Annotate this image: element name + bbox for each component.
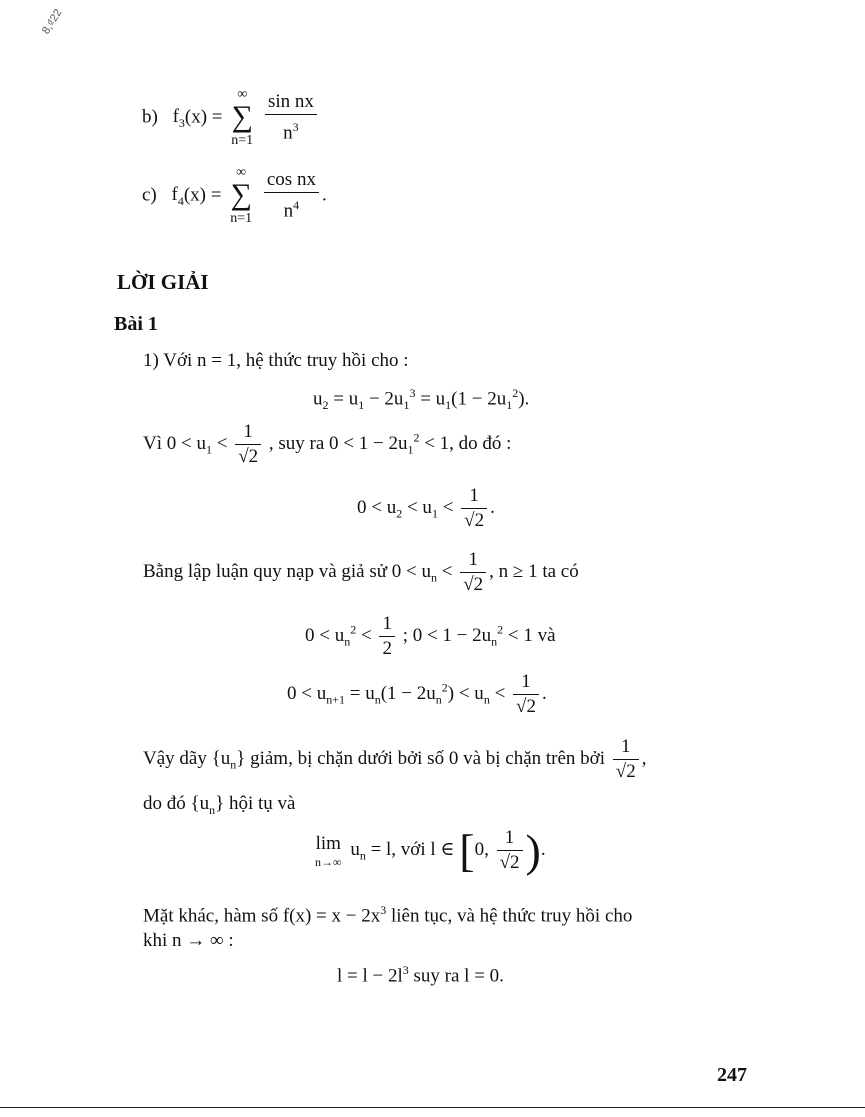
fraction: $\frac{1}{√2}$ (235, 420, 261, 469)
text-line-induction: Bằng lập luận quy nạp và giả sử $0 < u_n$ < $\frac{1}{√2}$ , n ≥ 1 ta có (143, 549, 579, 595)
problem-heading: Bài 1 (114, 313, 158, 335)
text-line-dodo: do đó $\{u_n\}$ hội tụ và (143, 793, 296, 817)
limit-operator: lim n→∞ (315, 832, 342, 869)
scan-corner-mark: 8,₫22 (40, 7, 65, 37)
summation-symbol: ∞ ∑ n=1 (230, 165, 253, 226)
item-label: b) (142, 106, 158, 128)
fraction: $\frac{1}{√2}$ (513, 670, 539, 719)
fraction: $\frac{1}{√2}$ (497, 826, 523, 875)
equation-2: $0 < u_2 < u_1$ < $\frac{1}{√2}$ . (357, 485, 495, 531)
fraction: $\frac{\text{cos nx}}{n^4}$ (264, 168, 319, 223)
text-line-khi: khi n → ∞ : (143, 930, 234, 951)
summation-symbol: ∞ ∑ n=1 (231, 87, 254, 148)
fraction: $\frac{1}{√2}$ (613, 735, 639, 784)
equation-3: $0 < u_n^2$ < $\frac{1}{2}$ ; $0 < 1 - 2u_n^2 < 1$ và (305, 613, 556, 659)
bottom-rule (0, 1107, 865, 1108)
page-number: 247 (717, 1064, 747, 1086)
exercise-item-b: b) $f_3(x)$ = ∞ ∑ n=1 $\frac{\text{sin nx}}{n^3}$ (142, 88, 320, 148)
section-heading: LỜI GIẢI (117, 270, 209, 294)
equation-1: $u_2 = u_1 - 2u_1^3 = u_1(1 - 2u_1^2)$. (313, 386, 530, 413)
equation-5-limit: lim n→∞ $u_n = l$, với l ∈ [0, $\frac{1}{√2}$ ). (315, 824, 546, 876)
text-line-vi: Vì $0 < u_1$ < $\frac{1}{√2}$ , suy ra $0 < 1 - 2u_1^2 < 1$, do đó : (143, 421, 512, 467)
item-label: c) (142, 184, 157, 206)
equation-6: $l = l - 2l^3$ suy ra l = 0. (337, 963, 504, 987)
exercise-item-c: c) $f_4(x)$ = ∞ ∑ n=1 $\frac{\text{cos nx}}{n^4}$ . (142, 165, 327, 226)
fraction: $\frac{1}{√2}$ (460, 548, 486, 597)
text-line-mat-khac: Mặt khác, hàm số $f(x) = x - 2x^3$ liên tục, và hệ thức truy hồi cho (143, 903, 633, 927)
text-line-vay: Vậy dãy $\{u_n\}$ giảm, bị chặn dưới bởi số 0 và bị chặn trên bởi $\frac{1}{√2}$ , (143, 736, 647, 782)
fraction: $\frac{1}{√2}$ (461, 484, 487, 533)
text-line: 1) Với n = 1, hệ thức truy hồi cho : (143, 350, 409, 371)
fraction: $\frac{1}{2}$ (379, 612, 395, 661)
fraction: $\frac{\text{sin nx}}{n^3}$ (265, 90, 317, 145)
equation-4: $0 < u_{n+1} = u_n(1 - 2u_n^2) < u_n$ < $\frac{1}{√2}$ . (287, 671, 547, 717)
